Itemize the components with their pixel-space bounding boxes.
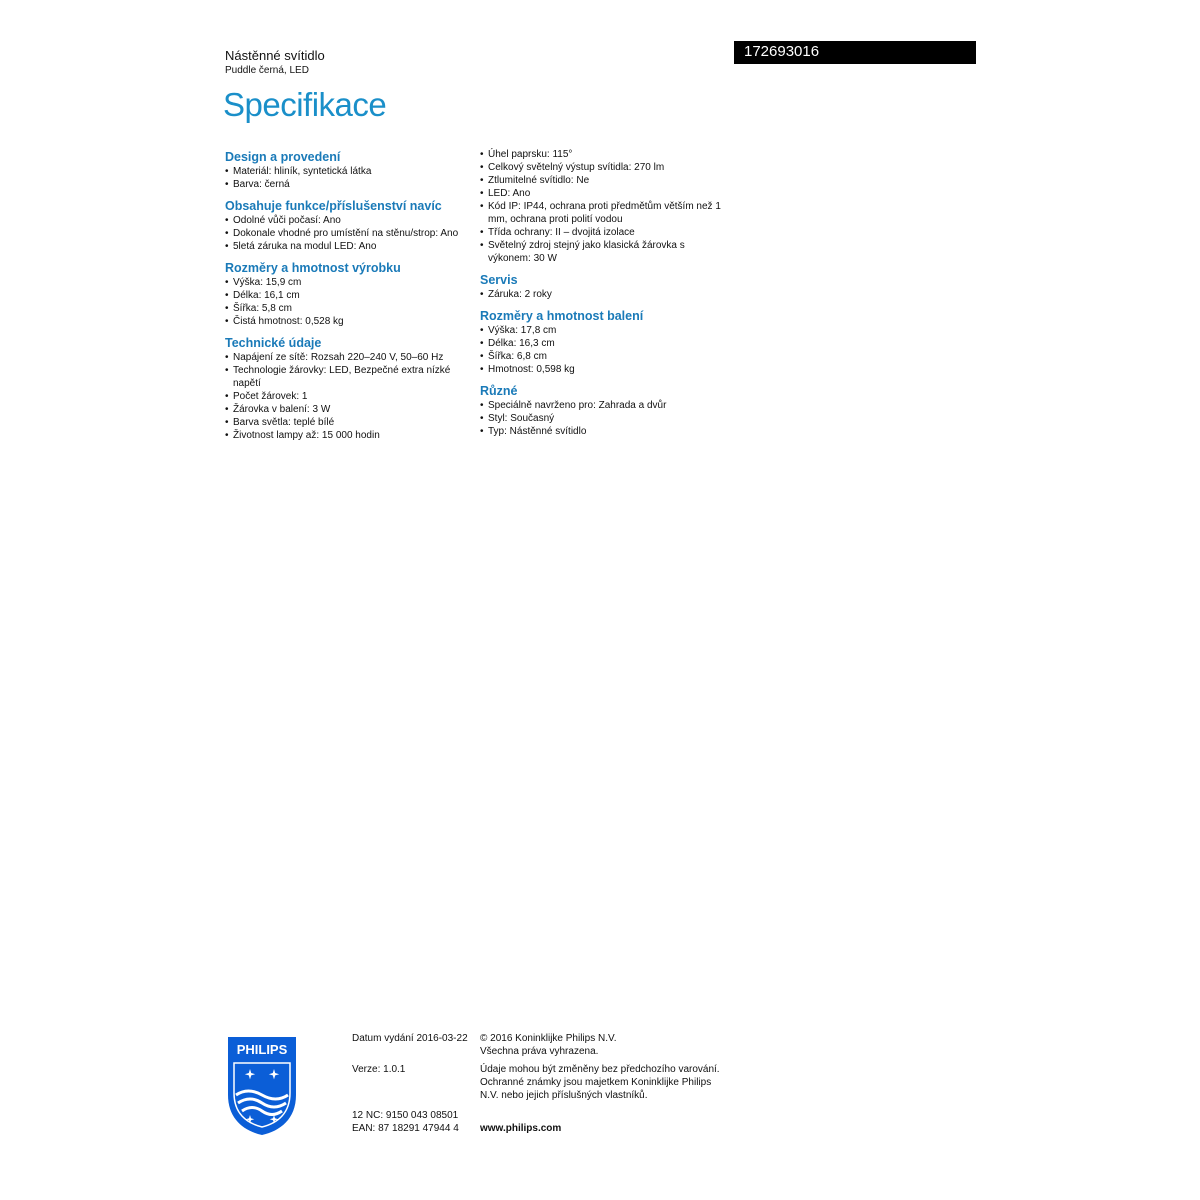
spec-item: • Kód IP: IP44, ochrana proti předmětům větším než 1 mm, ochrana proti polití vodou	[480, 200, 725, 226]
copyright-line-2: Všechna práva vyhrazena.	[480, 1046, 599, 1057]
copyright	[480, 1032, 730, 1058]
spec-section	[225, 336, 470, 442]
spec-column-right	[480, 148, 725, 446]
spec-item: • Výška: 15,9 cm	[225, 276, 470, 289]
spec-section	[480, 273, 725, 301]
spec-item: • Počet žárovek: 1	[225, 390, 470, 403]
section-title: Servis	[480, 273, 518, 287]
notice-line-3: N.V. nebo jejich příslušných vlastníků.	[480, 1090, 648, 1101]
product-codes	[352, 1109, 459, 1135]
spec-item: • Čistá hmotnost: 0,528 kg	[225, 315, 470, 328]
spec-item: • Délka: 16,1 cm	[225, 289, 470, 302]
spec-item: • Hmotnost: 0,598 kg	[480, 363, 725, 376]
spec-list	[480, 288, 725, 301]
section-title: Design a provedení	[225, 150, 341, 164]
spec-section	[480, 384, 725, 438]
spec-item: • Odolné vůči počasí: Ano	[225, 214, 470, 227]
issue-date: Datum vydání 2016-03-22	[352, 1033, 468, 1044]
spec-item: • Třída ochrany: II – dvojitá izolace	[480, 226, 725, 239]
website-link[interactable]: www.philips.com	[480, 1123, 562, 1134]
spec-item: • Ztlumitelné svítidlo: Ne	[480, 174, 725, 187]
spec-item: • Styl: Současný	[480, 412, 725, 425]
spec-item: • Speciálně navrženo pro: Zahrada a dvůr	[480, 399, 725, 412]
spec-item: • Životnost lampy až: 15 000 hodin	[225, 429, 470, 442]
spec-item: • Světelný zdroj stejný jako klasická žárovka s výkonem: 30 W	[480, 239, 725, 265]
spec-list	[480, 324, 725, 376]
version: Verze: 1.0.1	[352, 1064, 406, 1075]
spec-list	[225, 276, 470, 328]
spec-item: • Technologie žárovky: LED, Bezpečné extra nízké napětí	[225, 364, 470, 390]
spec-item: • 5letá záruka na modul LED: Ano	[225, 240, 470, 253]
nc-code: 12 NC: 9150 043 08501	[352, 1110, 459, 1121]
spec-list	[225, 214, 470, 253]
spec-item: • Materiál: hliník, syntetická látka	[225, 165, 470, 178]
spec-list	[225, 165, 470, 191]
product-name: Nástěnné svítidlo	[225, 48, 325, 63]
product-subtitle: Puddle černá, LED	[225, 65, 309, 76]
spec-item: • Délka: 16,3 cm	[480, 337, 725, 350]
spec-column-left	[225, 148, 470, 450]
section-title: Různé	[480, 384, 518, 398]
spec-section	[225, 261, 470, 328]
spec-item: • Dokonale vhodné pro umístění na stěnu/strop: Ano	[225, 227, 470, 240]
spec-item: • LED: Ano	[480, 187, 725, 200]
spec-list	[225, 351, 470, 442]
spec-list-continued	[480, 148, 725, 265]
spec-item: • Barva: černá	[225, 178, 470, 191]
section-title: Rozměry a hmotnost výrobku	[225, 261, 401, 275]
spec-section	[225, 150, 470, 191]
product-id: 172693016	[744, 43, 820, 60]
ean-code: EAN: 87 18291 47944 4	[352, 1123, 459, 1134]
philips-shield-logo	[224, 1033, 300, 1137]
spec-section	[480, 309, 725, 376]
spec-list	[480, 399, 725, 438]
notice-line-1: Údaje mohou být změněny bez předchozího varování.	[480, 1064, 720, 1075]
legal-notice	[480, 1063, 730, 1102]
spec-section	[225, 199, 470, 253]
logo-text: PHILIPS	[236, 1042, 288, 1057]
spec-item: • Záruka: 2 roky	[480, 288, 725, 301]
spec-item: • Šířka: 6,8 cm	[480, 350, 725, 363]
product-id-bar	[734, 41, 976, 64]
spec-item: • Napájení ze sítě: Rozsah 220–240 V, 50–60 Hz	[225, 351, 470, 364]
spec-item: • Barva světla: teplé bílé	[225, 416, 470, 429]
section-title: Rozměry a hmotnost balení	[480, 309, 644, 323]
copyright-line-1: © 2016 Koninklijke Philips N.V.	[480, 1033, 617, 1044]
spec-item: • Výška: 17,8 cm	[480, 324, 725, 337]
section-title: Technické údaje	[225, 336, 322, 350]
spec-item: • Žárovka v balení: 3 W	[225, 403, 470, 416]
spec-item: • Šířka: 5,8 cm	[225, 302, 470, 315]
page-title: Specifikace	[223, 86, 387, 123]
spec-item: • Celkový světelný výstup svítidla: 270 lm	[480, 161, 725, 174]
notice-line-2: Ochranné známky jsou majetkem Koninklijke Philips	[480, 1077, 712, 1088]
section-title: Obsahuje funkce/příslušenství navíc	[225, 199, 442, 213]
spec-item: • Typ: Nástěnné svítidlo	[480, 425, 725, 438]
spec-item: • Úhel paprsku: 115°	[480, 148, 725, 161]
